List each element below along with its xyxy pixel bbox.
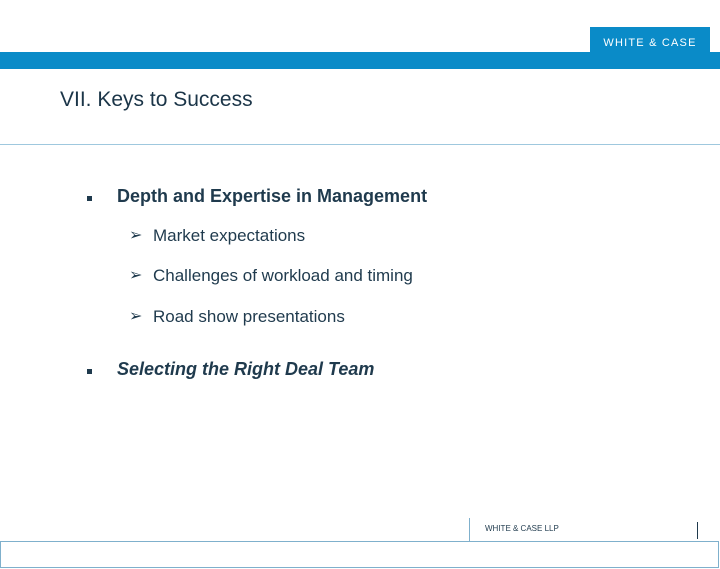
sub-item-text: Road show presentations [153,307,345,326]
square-bullet-icon [87,369,92,374]
bullet-text: Depth and Expertise in Management [117,186,428,206]
sub-item-text: Challenges of workload and timing [153,266,413,285]
bullet-item [117,359,374,380]
sub-item-text: Market expectations [153,226,306,245]
square-bullet-icon [87,196,92,201]
bullet-text: Selecting the Right Deal Team [117,359,375,379]
logo-text: WHITE & CASE [603,36,697,49]
title-divider [0,144,720,145]
bullet-item [117,186,427,207]
footer-label: WHITE & CASE LLP [485,524,559,533]
slide-title: VII. Keys to Success [60,88,253,111]
white-case-logo [590,27,710,58]
footer-divider [469,518,470,542]
footer-tick [697,522,698,539]
arrow-bullet-icon: ➢ [129,227,143,244]
arrow-bullet-icon: ➢ [129,267,143,284]
footer-band [0,541,719,568]
arrow-bullet-icon: ➢ [129,308,143,325]
